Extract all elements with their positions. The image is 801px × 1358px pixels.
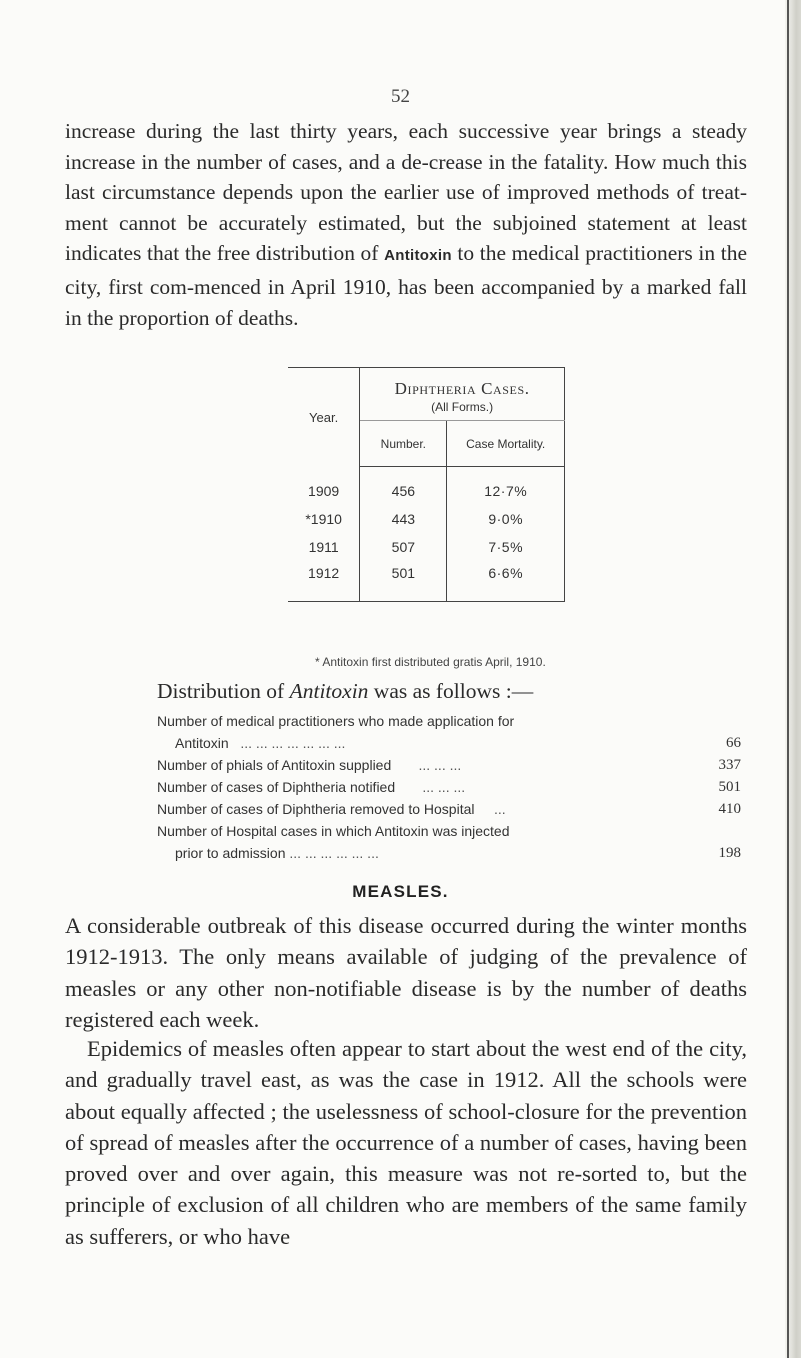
table-footnote: * Antitoxin first distributed gratis April, 1910. xyxy=(315,655,546,669)
list-item-label: Number of cases of Diphtheria notified xyxy=(157,779,396,795)
mortality-cell: 7·5% xyxy=(447,533,565,561)
list-item-value: 198 xyxy=(718,845,741,861)
diphtheria-cases-header xyxy=(360,368,565,421)
list-item xyxy=(157,710,741,754)
list-item-label: Number of Hospital cases in which Antitoxin was injected xyxy=(157,823,510,839)
distribution-heading-suffix: was as follows :— xyxy=(368,679,534,703)
year-column-header: Year. xyxy=(288,368,360,467)
table-row xyxy=(288,505,565,533)
list-item-label-line2: Antitoxin xyxy=(175,735,229,751)
leader-dots: ... ... ... xyxy=(422,779,466,795)
measles-paragraph-2: Epidemics of measles often appear to start about the west end of the city, and gradually travel east, as was the case in 1912. All the schools were about equally affected ; the uselessness of school-closure for the prevention of spread of measles after the occurrence of a number of cases, having been proved over and over again, this measure was not re-sorted to, but the principle of exclusion of all children who are members of the same family as sufferers, or who have xyxy=(65,1036,747,1249)
list-item-label-row xyxy=(157,776,741,798)
list-item-label-continued xyxy=(157,842,741,864)
table-row xyxy=(288,533,565,561)
list-item-label: Number of cases of Diphtheria removed to Hospital xyxy=(157,801,475,817)
number-cell: 501 xyxy=(360,561,447,602)
list-item-label: Number of medical practitioners who made application for xyxy=(157,713,515,729)
distribution-heading xyxy=(157,676,533,706)
leader-dots: ... ... ... ... ... ... ... xyxy=(240,735,346,751)
list-item-value: 410 xyxy=(718,801,741,817)
scan-edge-line xyxy=(787,0,789,1358)
distribution-heading-prefix: Distribution of xyxy=(157,679,290,703)
mortality-cell: 6·6% xyxy=(447,561,565,602)
distribution-heading-italic: Antitoxin xyxy=(289,679,369,703)
antitoxin-emphasis: Antitoxin xyxy=(384,247,452,265)
distribution-list xyxy=(157,710,757,864)
table-row xyxy=(288,467,565,506)
leader-dots: ... xyxy=(493,801,506,817)
leader-dots: ... ... ... xyxy=(418,757,462,773)
diphtheria-cases-title: Diphtheria Cases. xyxy=(394,378,530,398)
year-cell: *1910 xyxy=(288,505,360,533)
number-cell: 443 xyxy=(360,505,447,533)
list-item-value: 501 xyxy=(718,779,741,795)
diphtheria-table-container xyxy=(288,367,588,602)
year-cell: 1911 xyxy=(288,533,360,561)
all-forms-subtitle: (All Forms.) xyxy=(431,399,494,414)
list-item xyxy=(157,798,741,820)
measles-heading: MEASLES. xyxy=(352,882,449,901)
list-item xyxy=(157,754,741,776)
mortality-cell: 9·0% xyxy=(447,505,565,533)
list-item-label-continued xyxy=(157,732,741,754)
number-cell: 456 xyxy=(360,467,447,506)
intro-paragraph xyxy=(65,116,747,333)
year-cell: 1912 xyxy=(288,561,360,602)
list-item-label-line2: prior to admission xyxy=(175,845,286,861)
leader-dots: ... ... ... ... ... ... xyxy=(289,845,379,861)
list-item-value: 66 xyxy=(726,735,741,751)
list-item-value: 337 xyxy=(718,757,741,773)
list-item-label-row xyxy=(157,754,741,776)
mortality-cell: 12·7% xyxy=(447,467,565,506)
diphtheria-table xyxy=(288,367,565,602)
measles-paragraph-1: A considerable outbreak of this disease occurred during the winter months 1912-1913. The only means available of judging of the prevalence of measles or any other non-notifiable disease is by the number of deaths registered each week. xyxy=(65,913,747,1032)
table-row xyxy=(288,561,565,602)
list-item xyxy=(157,820,741,864)
page-number: 52 xyxy=(391,86,410,107)
year-cell: 1909 xyxy=(288,467,360,506)
number-column-header: Number. xyxy=(360,421,447,467)
list-item xyxy=(157,776,741,798)
intro-text-before: increase during the last thirty years, each successive year brings a steady increase in the number of cases, and a de-crease in the fatality. How much this last circumstance depends upon the earlier use of improved methods of treat-ment cannot be accurately estimated, but the subjoined statement at least indicates that the free distribution of xyxy=(65,119,747,266)
list-item-label: Number of phials of Antitoxin supplied xyxy=(157,757,392,773)
number-cell: 507 xyxy=(360,533,447,561)
mortality-column-header: Case Mortality. xyxy=(447,421,565,467)
list-item-label-row xyxy=(157,798,741,820)
intro-text-after: to the medical practitioners in the city, first com-menced in April 1910, has been accompanied by a marked fall in the proportion of deaths. xyxy=(65,241,747,330)
